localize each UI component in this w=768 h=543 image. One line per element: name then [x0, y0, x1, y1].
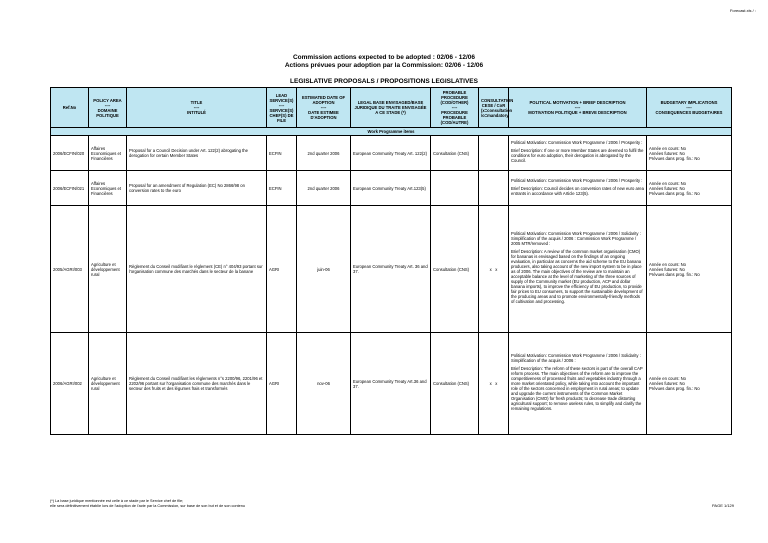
cell-legal: European Community Treaty Art. 122(2)	[351, 136, 431, 171]
cell-date: nov-06	[297, 333, 351, 435]
cell-policy: Affaires Economiques et Financières	[89, 136, 127, 171]
cell-date: 2nd quarter 2006	[297, 171, 351, 206]
col-policy: POLICY AREA ---- DOMAINE POLITIQUE	[89, 88, 127, 128]
col-procedure: PROBABLE PROCEDURE (COD/OTHER) ---- PROCEDURE PROBABLE (COD/AUTRE)	[431, 88, 479, 128]
cell-lead: ECFIN	[267, 136, 297, 171]
section-legislative: LEGISLATIVE PROPOSALS / PROPOSITIONS LEGISLATIVES	[290, 78, 478, 85]
cese-mark: x	[489, 381, 492, 386]
cell-procedure: Consultation (CNS)	[431, 206, 479, 333]
cell-budget: Année en cours: No Années futures: No Prévues dans prog. fin.: No	[647, 206, 732, 333]
motivation-head: Political Motivation: Commission Work Programme / 2006 / Solidarity : Simplification of the acquis / 2006 : Commission Work Programme / 2005 MTR/removed :	[511, 231, 641, 246]
cell-budget: Année en cours: No Années futures: No Prévues dans prog. fin.: No	[647, 136, 732, 171]
col-budget: BUDGETARY IMPLICATIONS ---- CONSEQUENCES BUDGETAIRES	[647, 88, 732, 128]
section-label: Work Programme items	[51, 128, 732, 136]
table-row	[51, 333, 732, 435]
footnote	[50, 499, 245, 509]
cell-consultation	[479, 206, 509, 333]
cell-policy: Agriculture et développement rural	[89, 206, 127, 333]
cell-policy: Affaires Economiques et Financières	[89, 171, 127, 206]
cell-lead: AGRI	[267, 206, 297, 333]
cell-motivation	[509, 206, 647, 333]
cell-date: 2nd quarter 2006	[297, 136, 351, 171]
col-legal: LEGAL BASE ENVISAGED/BASE JURIDIQUE DU TRAITE ENVISAGÉE A CE STADE (*)	[351, 88, 431, 128]
cell-ref: 2006/ECFIN/020	[51, 136, 89, 171]
cell-consultation	[479, 333, 509, 435]
cell-date: juin-06	[297, 206, 351, 333]
cor-mark: x	[495, 266, 498, 272]
section-row	[51, 128, 732, 136]
motivation-body: Brief Description: If one or more Member States are deemed to fulfil the conditions for euro adoption, their derogation is abrogated by the Council.	[511, 148, 644, 163]
footnote-line2: elle sera définitivement établie lors de l'adoption de l'acte par la Commission, sur base de son but et de son contenu	[50, 504, 245, 508]
col-date: ESTIMATED DATE OF ADOPTION ---- DATE ESTIMEE D'ADOPTION	[297, 88, 351, 128]
cell-policy: Agriculture et développement rural	[89, 333, 127, 435]
cell-ref: 2006/ECFIN/021	[51, 171, 89, 206]
cell-procedure: Consultation (CNS)	[431, 136, 479, 171]
table-row	[51, 171, 732, 206]
col-motivation: POLITICAL MOTIVATION + BRIEF DESCRIPTION ---- MOTIVATION POLITIQUE + BREVE DESCRIPTION	[509, 88, 647, 128]
cell-legal: European Community Treaty Art. 36 and 37.	[351, 206, 431, 333]
motivation-head: Political Motivation: Commission Work Programme / 2006 / Prosperity :	[511, 140, 643, 145]
cell-title: Proposal for a Council Decision under Art. 122(2) abrogating the derogation for certain Member States	[127, 136, 267, 171]
title-french: Actions prévues pour adoption par la Commission: 02/06 - 12/06	[284, 62, 484, 69]
cell-legal: European Community Treaty Art.36 and 37.	[351, 333, 431, 435]
motivation-body: Brief Description: The reform of these sectors is part of the overall CAP reform process. The main objectives of the reform are to improve the competitiveness of processed fruits and vegetables industry through a more market orientated policy, while taking into account the important role of the sectors concerned in employment in rural areas; to update and upgrade the current instruments of the Common Market Organisation (CMO) for fresh products; to decrease trade distorting agricultural support; to remove useless rules, to simplify and clarify the remaining regulations.	[511, 366, 643, 411]
cell-legal: European Community Treaty Art.123(5)	[351, 171, 431, 206]
cell-budget: Année en cours: No Années futures: No Prévues dans prog. fin.: No	[647, 333, 732, 435]
table-row	[51, 136, 732, 171]
motivation-head: Political Motivation: Commission Work Programme / 2006 / Prosperity :	[511, 177, 643, 183]
cell-motivation	[509, 136, 647, 171]
motivation-body: Brief Description: A review of the common market organisation (CMO) for bananas is envisaged based on the findings of an ongoing evaluation, in particular as concerns the aid scheme to the EU banana producers, also taking account of the new import system to be in place as of 2006. The main objectives of the review are to maintain an acceptable balance at the level of marketing of the three sources of supply of the Community market (EU production, ACP and dollar banana imports), to improve the efficiency of EU production, to provide fair prices to EU consumers, to support the sustainable development of the producing areas and to promote environmentally-friendly methods of cultivation and processing.	[511, 249, 643, 304]
col-consultation: CONSULTATION CESE / CoR (x=consultation /o=mandatory	[479, 88, 509, 128]
col-ref: Ref.No	[51, 88, 89, 128]
file-name: Forecast.xls / :	[729, 8, 756, 13]
motivation-head: Political Motivation: Commission Work Programme / 2006 / Solidarity : Simplification of the acquis / 2006 :	[511, 353, 641, 363]
cell-motivation	[509, 333, 647, 435]
motivation-body: Brief Description: Council decides on conversion rates of new euro area entrants in accordance with Article 123(5).	[511, 185, 644, 196]
table-row	[51, 206, 732, 333]
cell-ref: 2006/AGRI/002	[51, 333, 89, 435]
cell-lead: ECFIN	[267, 171, 297, 206]
cell-motivation	[509, 171, 647, 206]
page-number: PAGE 1/129	[712, 503, 734, 508]
title-english: Commission actions expected to be adopted : 02/06 - 12/06	[292, 54, 476, 61]
col-title: TITLE ---- INTITULÉ	[127, 88, 267, 128]
cell-lead: AGRI	[267, 333, 297, 435]
cell-title: Règlement du Conseil modifiant les règlements n°s 2200/96, 2201/96 et 2202/96 portant sur l'organisation commune des marchés dans le secteur des fruits et des légumes frais et transformés	[127, 333, 267, 435]
cor-mark: x	[495, 381, 498, 386]
document-titles	[0, 54, 768, 86]
header-row	[51, 88, 732, 128]
forecast-table	[50, 87, 732, 435]
cese-mark: x	[489, 266, 492, 272]
cell-consultation	[479, 136, 509, 171]
col-lead: LEAD SERVICE(S) ---- SERVICE(S) CHEF(S) DE FILE	[267, 88, 297, 128]
cell-procedure	[431, 171, 479, 206]
cell-budget: Année en cours: No Années futures: No Prévues dans prog. fin.: No	[647, 171, 732, 206]
cell-ref: 2005/AGRI/003	[51, 206, 89, 333]
cell-title: Règlement du Conseil modifiant le règlement (CE) n° 404/93 portant sur l'organisation commune des marchés dans le secteur de la banane	[127, 206, 267, 333]
cell-consultation	[479, 171, 509, 206]
cell-procedure: Consultation (CNS)	[431, 333, 479, 435]
footnote-line1: (*) La base juridique mentionnée est celle à ce stade par le Service chef de file;	[50, 499, 184, 503]
cell-title: Proposal for an amendment of Regulation (EC) No 2866/98 on conversion rates to the euro	[127, 171, 267, 206]
